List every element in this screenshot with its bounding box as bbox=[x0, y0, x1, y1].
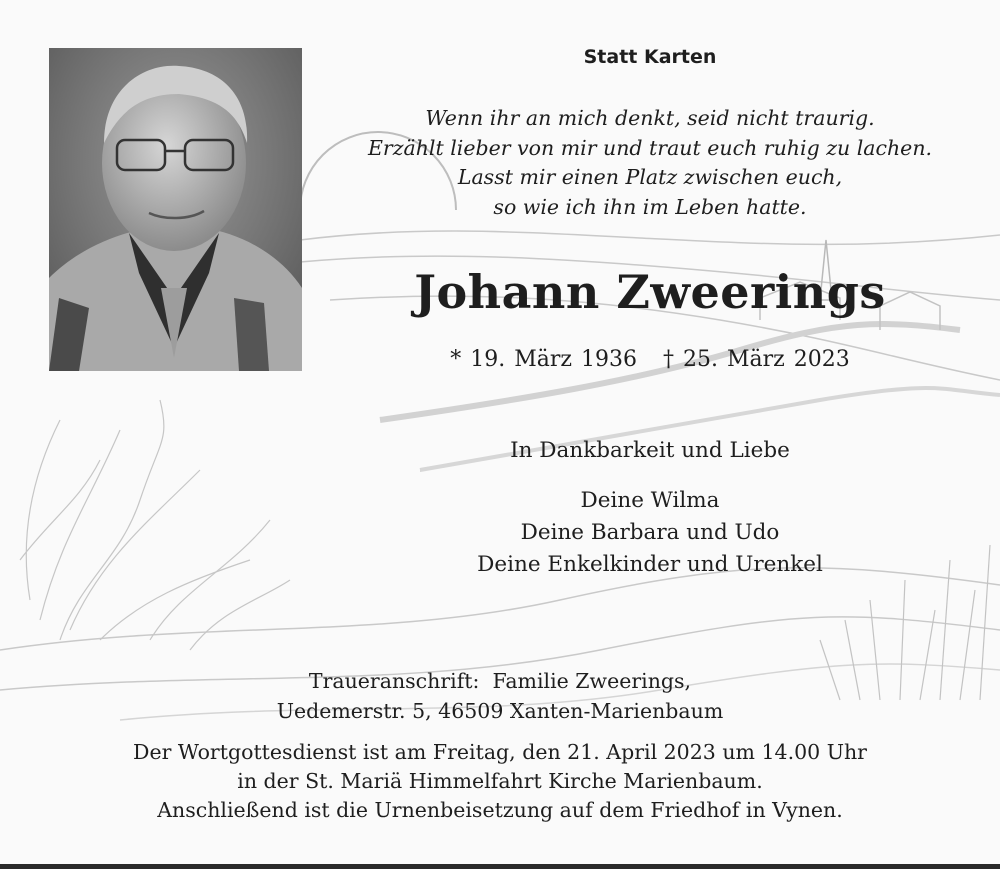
mourner-name: Deine Wilma bbox=[580, 488, 720, 513]
poem-line: Erzählt lieber von mir und traut euch ruhig zu lachen. bbox=[367, 135, 933, 160]
birth-date: * 19. März 1936 bbox=[450, 347, 637, 372]
address-line: Uedemerstr. 5, 46509 Xanten-Marienbaum bbox=[276, 699, 724, 723]
mourners-intro: In Dankbarkeit und Liebe bbox=[510, 438, 790, 463]
service-line: Der Wortgottesdienst ist am Freitag, den 21. April 2023 um 14.00 Uhr bbox=[133, 740, 867, 764]
poem bbox=[320, 104, 980, 222]
mourners-list bbox=[350, 485, 950, 581]
deceased-name: Johann Zweerings bbox=[414, 265, 886, 319]
heading-statt-karten: Statt Karten bbox=[583, 46, 717, 68]
poem-line: so wie ich ihn im Leben hatte. bbox=[493, 194, 807, 219]
service-line: in der St. Mariä Himmelfahrt Kirche Marienbaum. bbox=[237, 769, 763, 793]
address-line: Traueranschrift: Familie Zweerings, bbox=[308, 669, 692, 693]
life-dates bbox=[330, 347, 970, 372]
mourner-name: Deine Enkelkinder und Urenkel bbox=[477, 552, 823, 577]
mourner-name: Deine Barbara und Udo bbox=[520, 520, 780, 545]
poem-line: Lasst mir einen Platz zwischen euch, bbox=[457, 165, 843, 189]
service-line: Anschließend ist die Urnenbeisetzung auf dem Friedhof in Vynen. bbox=[157, 798, 843, 822]
poem-line: Wenn ihr an mich denkt, seid nicht traurig. bbox=[425, 106, 875, 130]
portrait-photo bbox=[49, 48, 302, 371]
mourning-address bbox=[200, 666, 800, 726]
service-information bbox=[30, 738, 970, 825]
death-date: † 25. März 2023 bbox=[663, 347, 850, 372]
